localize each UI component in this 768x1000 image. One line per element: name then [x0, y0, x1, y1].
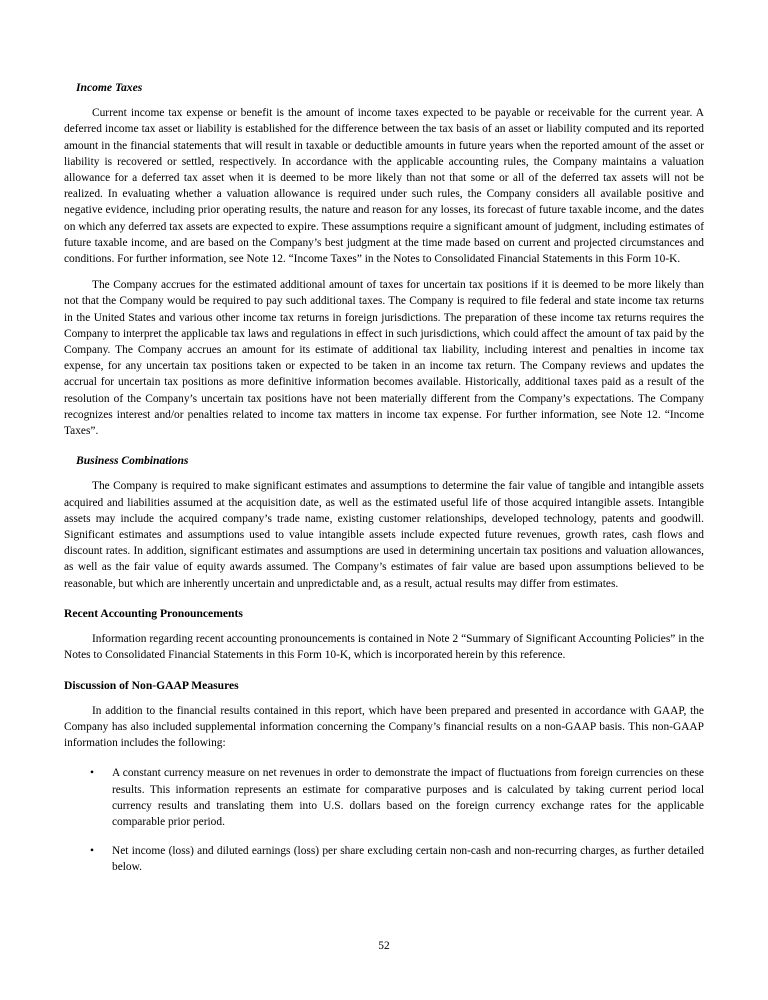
bullet-icon: •	[90, 767, 94, 780]
section-heading-business-combinations: Business Combinations	[76, 454, 189, 468]
non-gaap-bullet-list	[64, 765, 704, 875]
list-item	[64, 843, 704, 875]
paragraph-non-gaap-1: In addition to the financial results contained in this report, which have been prepared and presented in accordance with GAAP, the Company has also included supplemental information concerning the Company’s financial results on a non-GAAP basis. This non-GAAP information includes the following:	[64, 704, 704, 750]
document-body	[64, 80, 704, 876]
page-number: 52	[378, 940, 390, 952]
section-heading-recent-accounting-pronouncements: Recent Accounting Pronouncements	[64, 606, 243, 620]
section-heading-income-taxes: Income Taxes	[76, 81, 143, 94]
paragraph-income-taxes-1: Current income tax expense or benefit is the amount of income taxes expected to be payable or receivable for the current year. A deferred income tax asset or liability is established for the difference between the tax basis of an asset or liability computed and its reported amount in the financial statements that will result in taxable or deductible amounts in future years when the reported amount of the asset or liability is recovered or settled, respectively. In accordance with the applicable accounting rules, the Company maintains a valuation allowance for a deferred tax asset when it is deemed to be more likely than not that some or all of the deferred tax assets will not be realized. In evaluating whether a valuation allowance is required under such rules, the Company considers all available positive and negative evidence, including prior operating results, the nature and reason for any losses, its forecast of future taxable income, and the dates on which any deferred tax assets are expected to expire. These assumptions require a significant amount of judgment, including estimates of future taxable income, and are based on the Company’s best judgment at the time made based on current and projected circumstances and conditions. For further information, see Note 12. “Income Taxes” in the Notes to Consolidated Financial Statements in this Form 10-K.	[64, 107, 704, 266]
bullet-icon: •	[90, 845, 94, 858]
list-item	[64, 765, 704, 830]
paragraph-business-combinations-1: The Company is required to make significant estimates and assumptions to determine the fair value of tangible and intangible assets acquired and liabilities assumed at the acquisition date, as well as the estimated useful life of those acquired intangible assets. Intangible assets may include the acquired company’s trade name, existing customer relationships, developed technology, patents and goodwill. Significant estimates and assumptions used to value intangible assets include expected future revenues, growth rates, cash flows and discount rates. In addition, significant estimates and assumptions are used in determining uncertain tax positions and valuation allowances, as well as the fair value of equity awards assumed. The Company’s estimates of fair value are based upon assumptions believed to be reasonable, but which are inherently uncertain and unpredictable and, as a result, actual results may differ from estimates.	[64, 480, 704, 590]
list-item-text-net-income: Net income (loss) and diluted earnings (loss) per share excluding certain non-cash and non-recurring charges, as further detailed below.	[112, 845, 704, 874]
list-item-text-constant-currency: A constant currency measure on net revenues in order to demonstrate the impact of fluctuations from foreign currencies on these results. This information represents an estimate for comparative purposes and is calculated by taking current period local currency results and translating them into U.S. dollars based on the foreign currency exchange rates for the applicable comparable prior period.	[112, 767, 704, 828]
paragraph-income-taxes-2: The Company accrues for the estimated additional amount of taxes for uncertain tax positions if it is deemed to be more likely than not that the Company would be required to pay such additional taxes. The Company is required to file federal and state income tax returns in the United States and various other income tax returns in foreign jurisdictions. The preparation of these income tax returns requires the Company to interpret the applicable tax laws and regulations in effect in such jurisdictions, which could affect the amount of tax paid by the Company. The Company accrues an amount for its estimate of additional tax liability, including interest and penalties in income tax expense, for any uncertain tax positions taken or expected to be taken in an income tax return. The Company reviews and updates the accrual for uncertain tax positions as more definitive information becomes available. Historically, additional taxes paid as a result of the resolution of the Company’s uncertain tax positions have not been materially different from the Company’s expectations. The Company recognizes interest and/or penalties related to income tax matters in income tax expense. For further information, see Note 12. “Income Taxes”.	[64, 279, 704, 438]
section-heading-non-gaap-measures: Discussion of Non-GAAP Measures	[64, 678, 239, 692]
paragraph-recent-accounting-1: Information regarding recent accounting pronouncements is contained in Note 2 “Summary of Significant Accounting Policies” in the Notes to Consolidated Financial Statements in this Form 10-K, which is incorporated herein by this reference.	[64, 633, 704, 662]
